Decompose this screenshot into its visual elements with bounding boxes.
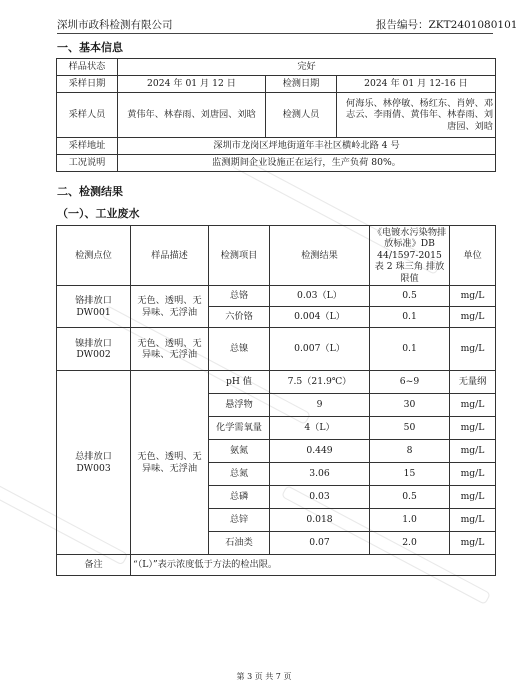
unit: mg/L [450, 394, 496, 417]
unit: mg/L [450, 463, 496, 486]
standard-limit: 0.1 [370, 328, 450, 371]
test-date-value: 2024 年 01 月 12-16 日 [337, 76, 496, 93]
header-divider [57, 33, 493, 34]
test-item: 总锌 [209, 509, 270, 532]
sample-description: 无色、透明、无异味、无浮油 [131, 286, 209, 328]
unit: mg/L [450, 532, 496, 555]
test-result: 3.06 [270, 463, 370, 486]
tester-value: 何海乐、林停敏、杨红东、肖婷、邓志云、李雨倩、黄伟年、林春雨、刘唐园、刘晗 [337, 93, 496, 138]
test-result: 0.03（L） [270, 286, 370, 307]
header-result: 检测结果 [270, 226, 370, 286]
subsection-wastewater-title: （一）、工业废水 [57, 207, 140, 220]
standard-limit: 2.0 [370, 532, 450, 555]
sampler-label: 采样人员 [57, 93, 118, 138]
condition-value: 监测期间企业设施正在运行，生产负荷 80%。 [118, 155, 496, 172]
results-table [56, 225, 496, 576]
standard-limit: 8 [370, 440, 450, 463]
sample-description: 无色、透明、无异味、无浮油 [131, 328, 209, 371]
sampling-point: 总排放口 DW003 [57, 371, 131, 555]
test-item: 总镍 [209, 328, 270, 371]
section-basic-info-title: 一、基本信息 [57, 41, 123, 54]
table-row [57, 286, 496, 307]
header-description: 样品描述 [131, 226, 209, 286]
address-value: 深圳市龙岗区坪地街道年丰社区横岭北路 4 号 [118, 138, 496, 155]
sample-description: 无色、透明、无异味、无浮油 [131, 371, 209, 555]
unit: mg/L [450, 328, 496, 371]
test-result: 0.018 [270, 509, 370, 532]
sampling-date-value: 2024 年 01 月 12 日 [118, 76, 266, 93]
note-row [57, 555, 496, 576]
sampling-date-label: 采样日期 [57, 76, 118, 93]
unit: mg/L [450, 417, 496, 440]
standard-limit: 30 [370, 394, 450, 417]
test-item: 总铬 [209, 286, 270, 307]
test-result: 0.07 [270, 532, 370, 555]
test-item: pH 值 [209, 371, 270, 394]
note-label: 备注 [57, 555, 131, 576]
basic-info-table [56, 58, 496, 172]
company-name: 深圳市政科检测有限公司 [57, 19, 173, 31]
test-item: 石油类 [209, 532, 270, 555]
sampling-point: 镍排放口 DW002 [57, 328, 131, 371]
standard-limit: 1.0 [370, 509, 450, 532]
test-result: 4（L） [270, 417, 370, 440]
standard-limit: 0.1 [370, 307, 450, 328]
unit: mg/L [450, 486, 496, 509]
test-date-label: 检测日期 [266, 76, 337, 93]
test-item: 悬浮物 [209, 394, 270, 417]
report-number: 报告编号：ZKT2401080101 [376, 19, 518, 31]
unit: mg/L [450, 307, 496, 328]
test-result: 9 [270, 394, 370, 417]
test-result: 0.004（L） [270, 307, 370, 328]
standard-limit: 15 [370, 463, 450, 486]
test-item: 总氮 [209, 463, 270, 486]
sample-state-value: 完好 [118, 59, 496, 76]
sampling-point: 铬排放口 DW001 [57, 286, 131, 328]
section-results-title: 二、检测结果 [57, 185, 123, 198]
unit: mg/L [450, 440, 496, 463]
header-unit: 单位 [450, 226, 496, 286]
sample-state-label: 样品状态 [57, 59, 118, 76]
test-item: 六价铬 [209, 307, 270, 328]
table-row [57, 371, 496, 394]
sampler-value: 黄伟年、林春雨、刘唐园、刘晗 [118, 93, 266, 138]
address-label: 采样地址 [57, 138, 118, 155]
table-row [57, 328, 496, 371]
standard-limit: 0.5 [370, 286, 450, 307]
header-item: 检测项目 [209, 226, 270, 286]
test-result: 0.03 [270, 486, 370, 509]
test-item: 总磷 [209, 486, 270, 509]
header-standard-limit: 《电镀水污染物排放标准》DB 44/1597-2015 表 2 珠三角 排放限值 [370, 226, 450, 286]
results-header-row [57, 226, 496, 286]
test-item: 氨氮 [209, 440, 270, 463]
test-result: 0.007（L） [270, 328, 370, 371]
test-result: 7.5（21.9℃） [270, 371, 370, 394]
standard-limit: 50 [370, 417, 450, 440]
standard-limit: 6~9 [370, 371, 450, 394]
condition-label: 工况说明 [57, 155, 118, 172]
unit: 无量纲 [450, 371, 496, 394]
test-result: 0.449 [270, 440, 370, 463]
test-item: 化学需氧量 [209, 417, 270, 440]
header-point: 检测点位 [57, 226, 131, 286]
standard-limit: 0.5 [370, 486, 450, 509]
page-number: 第 3 页 共 7 页 [236, 672, 292, 681]
note-text: “（L）”表示浓度低于方法的检出限。 [131, 555, 496, 576]
unit: mg/L [450, 509, 496, 532]
tester-label: 检测人员 [266, 93, 337, 138]
unit: mg/L [450, 286, 496, 307]
